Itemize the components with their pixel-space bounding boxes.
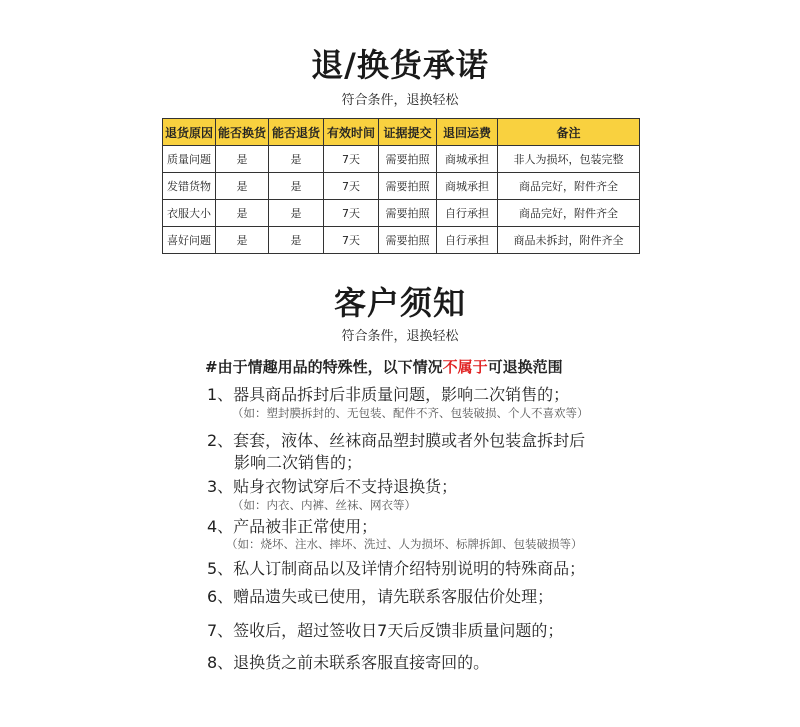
cell: 是 — [269, 227, 324, 254]
cell: 商品完好，附件齐全 — [498, 200, 640, 227]
notice-item-5: 5、私人订制商品以及详情介绍特别说明的特殊商品； — [207, 559, 586, 578]
cell: 是 — [269, 173, 324, 200]
header-cell: 能否换货 — [216, 119, 269, 146]
cell: 需要拍照 — [379, 200, 437, 227]
returns-title: 退/换货承诺 — [311, 46, 489, 84]
cell: 7天 — [324, 227, 379, 254]
header-cell: 退货原因 — [163, 119, 216, 146]
cell: 是 — [216, 173, 269, 200]
notice-note-4: （如：烧坏、注水、摔坏、洗过、人为损坏、标牌拆卸、包装破损等） — [226, 537, 583, 551]
cell: 需要拍照 — [379, 146, 437, 173]
notice-item-8: 8、退换货之前未联系客服直接寄回的。 — [207, 653, 490, 672]
heading-text: 可退换范围 — [487, 358, 563, 376]
cell: 非人为损坏，包装完整 — [498, 146, 640, 173]
cell: 自行承担 — [437, 227, 498, 254]
table-row — [163, 146, 640, 173]
notice-note-2: 影响二次销售的； — [234, 453, 363, 472]
notice-subtitle: 符合条件，退换轻松 — [341, 329, 459, 344]
notice-note-3: （如：内衣、内裤、丝袜、网衣等） — [232, 498, 416, 512]
notice-item-2: 2、套套，液体、丝袜商品塑封膜或者外包装盒拆封后 — [207, 431, 586, 450]
notice-item-3: 3、贴身衣物试穿后不支持退换货； — [207, 477, 458, 496]
header-cell: 证据提交 — [379, 119, 437, 146]
cell: 是 — [269, 146, 324, 173]
cell: 商品完好，附件齐全 — [498, 173, 640, 200]
cell: 商品未拆封，附件齐全 — [498, 227, 640, 254]
heading-highlight: 不属于 — [442, 358, 488, 376]
cell: 是 — [216, 227, 269, 254]
returns-subtitle: 符合条件，退换轻松 — [341, 93, 459, 108]
cell: 发错货物 — [163, 173, 216, 200]
header-cell: 能否退货 — [269, 119, 324, 146]
notice-item-1: 1、器具商品拆封后非质量问题，影响二次销售的； — [207, 385, 570, 404]
cell: 需要拍照 — [379, 173, 437, 200]
cell: 是 — [216, 200, 269, 227]
notice-item-7: 7、签收后，超过签收日7天后反馈非质量问题的； — [207, 621, 564, 640]
notice-heading — [205, 356, 563, 377]
cell: 质量问题 — [163, 146, 216, 173]
heading-text: #由于情趣用品的特殊性，以下情况 — [205, 358, 443, 376]
cell: 需要拍照 — [379, 227, 437, 254]
table-row — [163, 200, 640, 227]
cell: 自行承担 — [437, 200, 498, 227]
cell: 7天 — [324, 200, 379, 227]
cell: 7天 — [324, 173, 379, 200]
cell: 是 — [269, 200, 324, 227]
notice-note-1: （如：塑封膜拆封的、无包装、配件不齐、包装破损、个人不喜欢等） — [232, 406, 589, 420]
table-row — [163, 227, 640, 254]
cell: 商城承担 — [437, 146, 498, 173]
notice-item-4: 4、产品被非正常使用； — [207, 517, 378, 536]
header-cell: 有效时间 — [324, 119, 379, 146]
cell: 7天 — [324, 146, 379, 173]
cell: 喜好问题 — [163, 227, 216, 254]
header-cell: 备注 — [498, 119, 640, 146]
table-header — [163, 119, 640, 146]
notice-title: 客户须知 — [333, 284, 466, 322]
cell: 是 — [216, 146, 269, 173]
header-cell: 退回运费 — [437, 119, 498, 146]
cell: 衣服大小 — [163, 200, 216, 227]
notice-item-6: 6、赠品遗失或已使用，请先联系客服估价处理； — [207, 587, 554, 606]
table-row — [163, 173, 640, 200]
returns-table — [162, 118, 640, 254]
cell: 商城承担 — [437, 173, 498, 200]
